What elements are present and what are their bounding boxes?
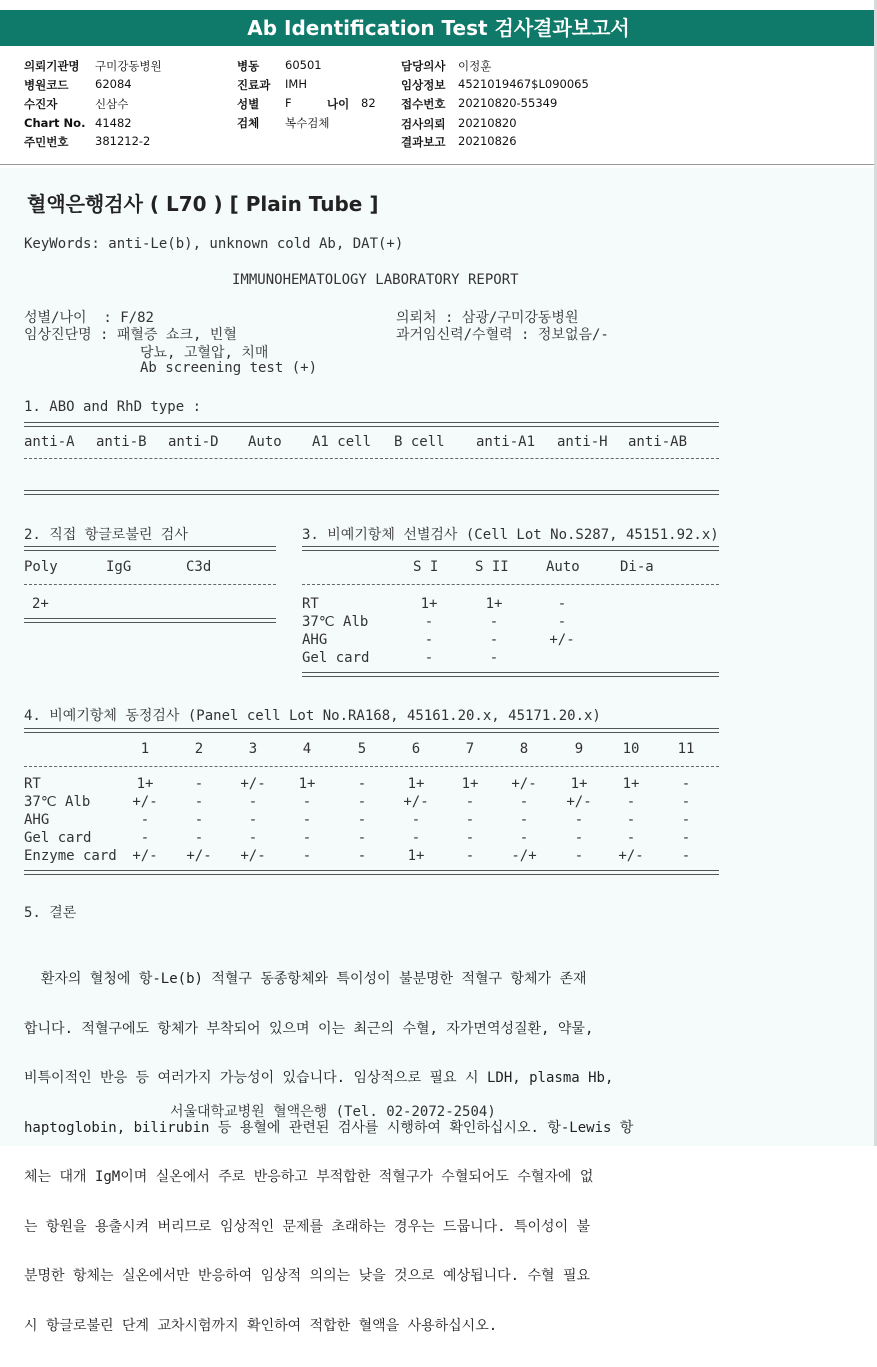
panel-cell: - <box>681 830 691 846</box>
report-body <box>0 168 877 1334</box>
panel-cell: - <box>519 830 529 846</box>
panel-row-label: AHG <box>24 812 50 828</box>
screen-cell: - <box>424 650 434 666</box>
dashed-rule <box>24 766 719 767</box>
info-value: F <box>285 96 292 110</box>
panel-cell: - <box>465 830 475 846</box>
double-rule <box>24 546 276 551</box>
conclusion-line: haptoglobin, bilirubin 등 용혈에 관련된 검사를 시행하여 확인하십시오. 항-Lewis 항 <box>24 1119 634 1136</box>
info-value: 82 <box>361 96 376 110</box>
double-rule <box>24 618 276 623</box>
abo-col-header: A1 cell <box>312 434 372 450</box>
panel-cell: - <box>681 848 691 864</box>
section-4-title: 4. 비예기항체 동정검사 (Panel cell Lot No.RA168, 45161.20.x, 45171.20.x) <box>24 708 601 724</box>
screen-col-header: S I <box>413 559 439 575</box>
panel-col-header: 8 <box>519 741 529 757</box>
info-label: 의뢰기관명 <box>24 59 80 73</box>
panel-cell: - <box>357 812 367 828</box>
info-value: 60501 <box>285 58 322 72</box>
panel-col-header: 7 <box>465 741 475 757</box>
panel-cell: - <box>248 812 258 828</box>
panel-row-label: RT <box>24 776 41 792</box>
panel-cell: - <box>465 848 475 864</box>
info-label: 병동 <box>237 59 260 73</box>
dat-col-header: C3d <box>186 559 212 575</box>
abo-col-header: anti-H <box>557 434 608 450</box>
info-row <box>24 77 68 93</box>
info-label: 나이 <box>327 97 350 111</box>
panel-cell: - <box>302 794 312 810</box>
screen-cell: - <box>424 614 434 630</box>
panel-cell: - <box>465 794 475 810</box>
panel-cell: - <box>626 830 636 846</box>
double-rule <box>24 728 719 733</box>
abo-col-header: Auto <box>248 434 282 450</box>
panel-cell: - <box>681 794 691 810</box>
panel-cell: - <box>626 794 636 810</box>
panel-cell: - <box>302 848 312 864</box>
double-rule <box>24 870 719 875</box>
panel-cell: 1+ <box>136 776 154 792</box>
panel-col-header: 1 <box>140 741 150 757</box>
dashed-rule <box>302 584 719 585</box>
panel-cell: -/+ <box>511 848 537 864</box>
info-value: 62084 <box>95 77 132 91</box>
panel-col-header: 10 <box>622 741 640 757</box>
info-row <box>24 96 57 112</box>
screen-row-label: 37℃ Alb <box>302 614 369 630</box>
info-value: 20210826 <box>458 134 517 148</box>
info-label: Chart No. <box>24 116 86 130</box>
info-value: 20210820-55349 <box>458 96 558 110</box>
panel-col-header: 6 <box>411 741 421 757</box>
info-value: IMH <box>285 77 307 91</box>
panel-cell: 1+ <box>407 776 425 792</box>
panel-cell: 1+ <box>570 776 588 792</box>
divider <box>0 164 877 165</box>
panel-cell: - <box>302 812 312 828</box>
double-rule <box>24 490 719 495</box>
info-label: 담당의사 <box>401 59 446 73</box>
dat-col-header: IgG <box>106 559 132 575</box>
panel-cell: - <box>465 812 475 828</box>
panel-cell: +/- <box>240 776 266 792</box>
conclusion-line: 합니다. 적혈구에도 항체가 부착되어 있으며 이는 최근의 수혈, 자가면역성질환, 약물, <box>24 1020 594 1037</box>
screen-cell: - <box>557 614 567 630</box>
panel-cell: - <box>626 812 636 828</box>
screen-cell: - <box>424 632 434 648</box>
patient-info-panel <box>0 54 877 164</box>
dashed-rule <box>24 458 719 459</box>
panel-cell: - <box>357 848 367 864</box>
panel-cell: +/- <box>403 794 429 810</box>
info-label: 진료과 <box>237 78 271 92</box>
panel-cell: +/- <box>132 848 158 864</box>
info-value: 4521019467$L090065 <box>458 77 589 91</box>
conclusion-line: 체는 대개 IgM이며 실온에서 주로 반응하고 부적합한 적혈구가 수혈되어도 수혈자에 없 <box>24 1169 594 1185</box>
panel-col-header: 4 <box>302 741 312 757</box>
panel-cell: - <box>194 776 204 792</box>
screen-row-label: Gel card <box>302 650 370 666</box>
info-label: 접수번호 <box>401 97 446 111</box>
conclusion-line: 환자의 혈청에 항-Le(b) 적혈구 동종항체와 특이성이 불분명한 적혈구 항체가 존재 <box>24 971 587 987</box>
screen-row-label: AHG <box>302 632 328 648</box>
info-value: 381212-2 <box>95 134 151 148</box>
info-label: 결과보고 <box>401 135 446 149</box>
report-title: 혈액은행검사 ( L70 ) [ Plain Tube ] <box>27 192 379 216</box>
clinical-diagnosis: 임상진단명 : 패혈증 쇼크, 빈혈 <box>24 327 237 343</box>
panel-cell: - <box>140 812 150 828</box>
dat-col-header: Poly <box>24 559 58 575</box>
screen-cell: +/- <box>549 632 575 648</box>
screen-col-header: S II <box>475 559 509 575</box>
screen-cell: - <box>489 650 499 666</box>
info-value: 41482 <box>95 116 132 130</box>
conclusion-line: 시 항글로불린 단계 교차시험까지 확인하여 적합한 혈액을 사용하십시오. <box>24 1317 498 1334</box>
screen-cell: - <box>489 632 499 648</box>
panel-cell: 1+ <box>298 776 316 792</box>
clinical-diagnosis-line3: Ab screening test (+) <box>140 360 318 376</box>
double-rule <box>302 546 719 551</box>
abo-col-header: anti-A <box>24 434 75 450</box>
screen-cell: - <box>557 596 567 612</box>
panel-cell: 1+ <box>622 776 640 792</box>
panel-cell: +/- <box>511 776 537 792</box>
dat-poly-value: 2+ <box>32 596 49 612</box>
section-5-title: 5. 결론 <box>24 905 77 921</box>
panel-cell: +/- <box>240 848 266 864</box>
info-label: 병원코드 <box>24 78 69 92</box>
sex-age: 성별/나이 : F/82 <box>24 310 154 326</box>
panel-row-label: 37℃ Alb <box>24 794 91 810</box>
panel-cell: 1+ <box>461 776 479 792</box>
info-row <box>24 116 85 130</box>
screen-row-label: RT <box>302 596 319 612</box>
panel-cell: +/- <box>566 794 592 810</box>
info-value: 이정훈 <box>458 59 492 73</box>
panel-row-label: Gel card <box>24 830 92 846</box>
panel-cell: - <box>357 794 367 810</box>
abo-col-header: anti-B <box>96 434 147 450</box>
screen-cell: - <box>489 614 499 630</box>
lab-contact-footer: 서울대학교병원 혈액은행 (Tel. 02-2072-2504) <box>170 1104 496 1120</box>
double-rule <box>302 672 719 677</box>
panel-cell: - <box>357 830 367 846</box>
double-rule <box>24 422 719 427</box>
panel-cell: - <box>140 830 150 846</box>
panel-col-header: 9 <box>574 741 584 757</box>
panel-cell: - <box>411 830 421 846</box>
screen-col-header: Auto <box>546 559 580 575</box>
info-row <box>24 58 80 74</box>
panel-col-header: 3 <box>248 741 258 757</box>
panel-cell: - <box>194 812 204 828</box>
lab-title: IMMUNOHEMATOLOGY LABORATORY REPORT <box>232 272 519 288</box>
transfusion-history: 과거임신력/수혈력 : 정보없음/- <box>396 327 609 343</box>
referral: 의뢰처 : 삼광/구미강동병원 <box>396 310 579 326</box>
panel-cell: - <box>519 794 529 810</box>
conclusion-line: 비특이적인 반응 등 여러가지 가능성이 있습니다. 임상적으로 필요 시 LDH, plasma Hb, <box>24 1070 614 1086</box>
info-value: 구미강동병원 <box>95 59 162 73</box>
panel-cell: - <box>411 812 421 828</box>
panel-cell: +/- <box>132 794 158 810</box>
info-label: 수진자 <box>24 97 58 111</box>
clinical-diagnosis-line2: 당뇨, 고혈압, 치매 <box>140 345 269 361</box>
conclusion-line: 는 항원을 용출시켜 버리므로 임상적인 문제를 초래하는 경우는 드뭅니다. 특이성이 불 <box>24 1218 591 1235</box>
info-value: 복수검체 <box>285 116 330 130</box>
info-value: 신삼수 <box>95 97 129 111</box>
screen-cell: 1+ <box>420 596 438 612</box>
abo-col-header: anti-A1 <box>476 434 536 450</box>
panel-cell: - <box>194 794 204 810</box>
section-2-title: 2. 직접 항글로불린 검사 <box>24 527 188 543</box>
panel-cell: 1+ <box>407 848 425 864</box>
panel-cell: - <box>248 830 258 846</box>
info-label: 검사의뢰 <box>401 117 446 131</box>
conclusion-text <box>24 938 764 1367</box>
panel-col-header: 5 <box>357 741 367 757</box>
keywords: KeyWords: anti-Le(b), unknown cold Ab, DAT(+) <box>24 236 404 252</box>
panel-cell: +/- <box>618 848 644 864</box>
dashed-rule <box>24 584 276 585</box>
header-title: Ab Identification Test 검사결과보고서 <box>247 16 630 40</box>
conclusion-line: 분명한 항체는 실온에서만 반응하여 임상적 의의는 낮을 것으로 예상됩니다. 수혈 필요 <box>24 1268 591 1284</box>
panel-cell: - <box>302 830 312 846</box>
info-label: 임상정보 <box>401 78 446 92</box>
panel-cell: - <box>248 794 258 810</box>
info-label: 성별 <box>237 97 260 111</box>
panel-cell: - <box>574 848 584 864</box>
section-1-title: 1. ABO and RhD type : <box>24 399 202 415</box>
panel-cell: +/- <box>186 848 212 864</box>
panel-col-header: 11 <box>677 741 695 757</box>
panel-row-label: Enzyme card <box>24 848 117 864</box>
info-value: 20210820 <box>458 116 517 130</box>
screen-cell: 1+ <box>485 596 503 612</box>
section-3-title: 3. 비예기항체 선별검사 (Cell Lot No.S287, 45151.92.x) <box>302 527 719 543</box>
panel-cell: - <box>194 830 204 846</box>
panel-cell: - <box>681 812 691 828</box>
panel-cell: - <box>574 830 584 846</box>
screen-col-header: Di-a <box>620 559 654 575</box>
panel-col-header: 2 <box>194 741 204 757</box>
panel-cell: - <box>681 776 691 792</box>
abo-col-header: B cell <box>394 434 445 450</box>
info-label: 주민번호 <box>24 135 69 149</box>
info-row <box>24 134 68 150</box>
abo-col-header: anti-AB <box>628 434 688 450</box>
panel-cell: - <box>519 812 529 828</box>
panel-cell: - <box>574 812 584 828</box>
info-label: 검체 <box>237 116 260 130</box>
report-header <box>0 10 877 46</box>
panel-cell: - <box>357 776 367 792</box>
abo-col-header: anti-D <box>168 434 219 450</box>
